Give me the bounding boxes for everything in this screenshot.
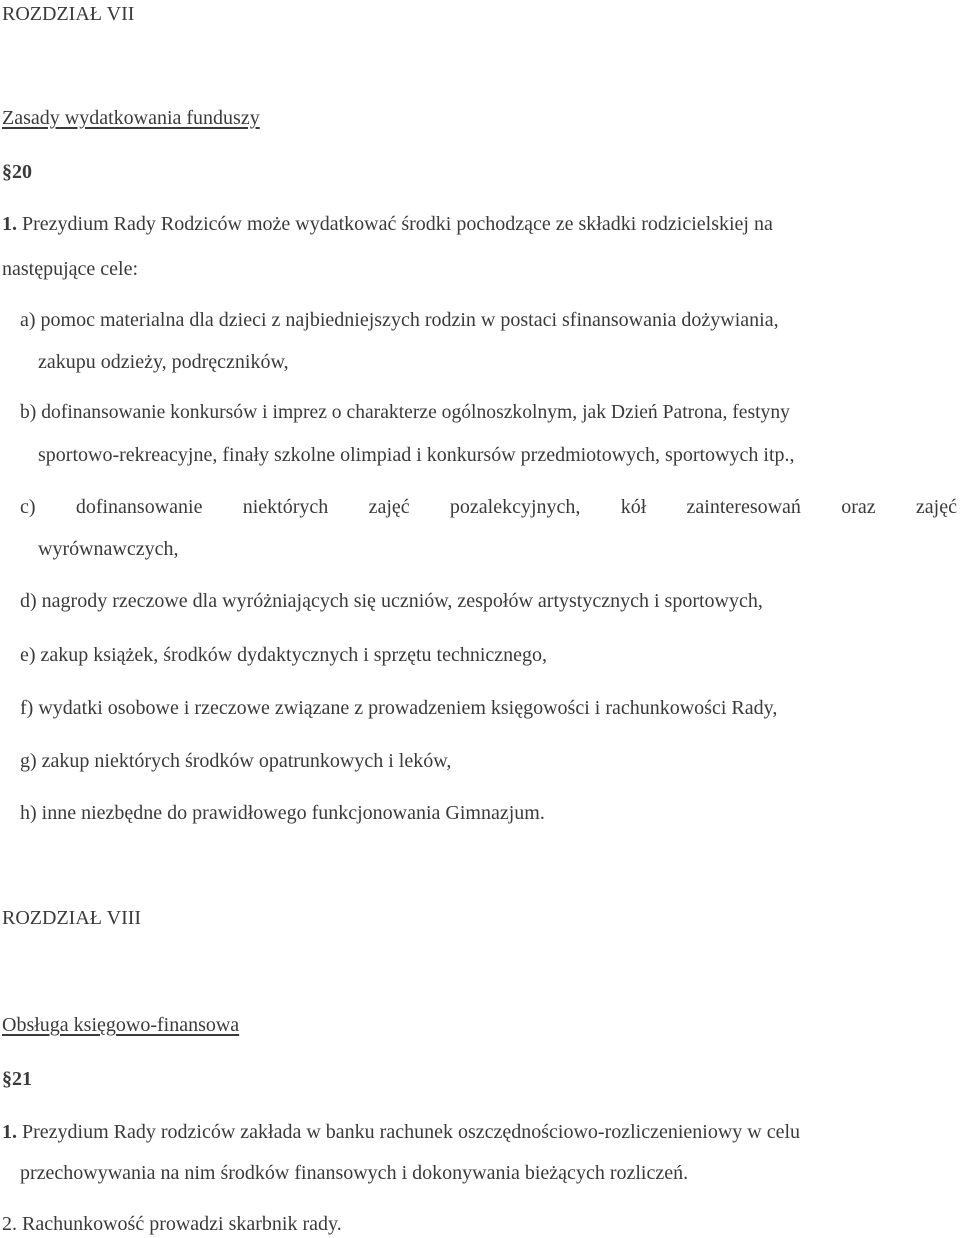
list-item-c-continued: wyrównawczych,	[38, 538, 179, 560]
word: zainteresowań	[686, 496, 801, 518]
list-item-b-continued: sportowo-rekreacyjne, finały szkolne olimpiad i konkursów przedmiotowych, sportowych itp.,	[38, 444, 795, 466]
list-item-e: e) zakup książek, środków dydaktycznych i sprzętu technicznego,	[20, 644, 548, 666]
word: niektórych	[242, 496, 329, 518]
list-item-g: g) zakup niektórych środków opatrunkowych i leków,	[20, 750, 452, 772]
list-item-h: h) inne niezbędne do prawidłowego funkcjonowania Gimnazjum.	[20, 802, 545, 824]
paragraph-2: 2. Rachunkowość prowadzi skarbnik rady.	[2, 1213, 342, 1235]
list-item-c	[20, 495, 957, 519]
paragraph-line	[2, 1120, 800, 1144]
word: zajęć	[368, 496, 410, 518]
paragraph-line: następujące cele:	[2, 258, 139, 280]
chapter-title-link[interactable]: Zasady wydatkowania funduszy	[2, 107, 260, 129]
list-item-b: b) dofinansowanie konkursów i imprez o charakterze ogólnoszkolnym, jak Dzień Patrona, festyny	[20, 402, 790, 423]
list-item-a: a) pomoc materialna dla dzieci z najbiedniejszych rodzin w postaci sfinansowania dożywiania,	[20, 309, 779, 331]
chapter-heading: ROZDZIAŁ VII	[2, 3, 135, 25]
list-item-f: f) wydatki osobowe i rzeczowe związane z prowadzeniem księgowości i rachunkowości Rady,	[20, 697, 778, 719]
paragraph-number: 1.	[2, 1121, 17, 1143]
word: zajęć	[915, 496, 957, 518]
paragraph-text: Prezydium Rady Rodziców może wydatkować środki pochodzące ze składki rodzicielskiej na	[22, 213, 773, 235]
paragraph-line	[2, 212, 773, 236]
word: dofinansowanie	[75, 496, 203, 518]
word: c)	[20, 496, 36, 518]
chapter-title-link[interactable]: Obsługa księgowo-finansowa	[2, 1014, 240, 1036]
word: pozalekcyjnych,	[449, 496, 581, 518]
word: oraz	[841, 496, 876, 518]
section-number: §21	[2, 1068, 32, 1090]
paragraph-line: przechowywania na nim środków finansowych i dokonywania bieżących rozliczeń.	[20, 1162, 689, 1184]
section-number: §20	[2, 161, 32, 183]
list-item-a-continued: zakupu odzieży, podręczników,	[38, 351, 289, 373]
list-item-d: d) nagrody rzeczowe dla wyróżniających się uczniów, zespołów artystycznych i sportowych,	[20, 590, 763, 612]
paragraph-text: Prezydium Rady rodziców zakłada w banku rachunek oszczędnościowo-rozliczenieniowy w celu	[22, 1121, 801, 1143]
chapter-heading: ROZDZIAŁ VIII	[2, 907, 142, 929]
word: kół	[620, 496, 647, 518]
paragraph-number: 1.	[2, 213, 17, 235]
